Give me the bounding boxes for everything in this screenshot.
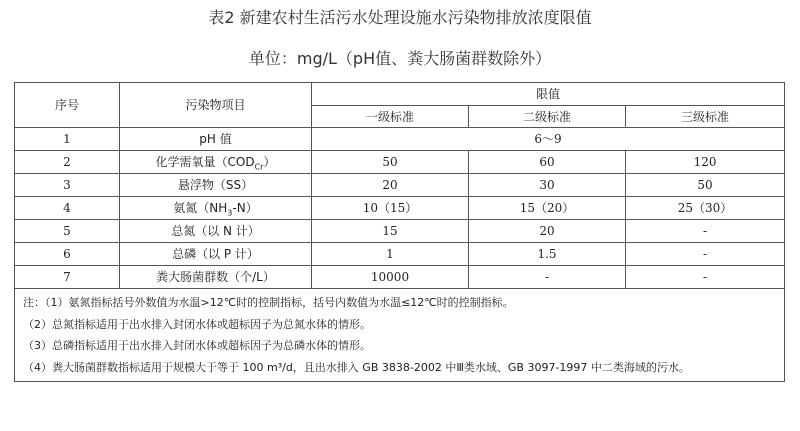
cell-level3: 120 xyxy=(626,151,785,174)
header-level3: 三级标准 xyxy=(626,106,785,128)
cell-item: 总磷（以 P 计） xyxy=(120,243,312,266)
cell-seq: 2 xyxy=(15,151,120,174)
table-row xyxy=(15,266,785,289)
table-row xyxy=(15,151,785,174)
cell-level3: - xyxy=(626,243,785,266)
cell-seq: 1 xyxy=(15,128,120,151)
cell-seq: 4 xyxy=(15,197,120,220)
cell-item-text: 化学需氧量（COD xyxy=(155,155,255,169)
cell-level1: 50 xyxy=(312,151,469,174)
note-line: （2）总氮指标适用于出水排入封闭水体或超标因子为总氮水体的情形。 xyxy=(23,317,371,331)
note-line: （4）粪大肠菌群数指标适用于规模大于等于 100 m³/d，且出水排入 GB 3838-2002 中Ⅲ类水域、GB 3097-1997 中二类海域的污水。 xyxy=(23,360,690,374)
cell-level2: 60 xyxy=(469,151,626,174)
cell-level2: 15（20） xyxy=(469,197,626,220)
cell-item-tail: -N） xyxy=(232,201,258,215)
table-row xyxy=(15,197,785,220)
cell-level2: 20 xyxy=(469,220,626,243)
cell-item-sub: 3 xyxy=(227,208,233,218)
cell-item: 悬浮物（SS） xyxy=(120,174,312,197)
cell-item-sub: Cr xyxy=(254,162,264,172)
cell-level2: 1.5 xyxy=(469,243,626,266)
cell-seq: 7 xyxy=(15,266,120,289)
cell-seq: 6 xyxy=(15,243,120,266)
cell-level1: 1 xyxy=(312,243,469,266)
cell-level3: - xyxy=(626,220,785,243)
cell-level1: 10（15） xyxy=(312,197,469,220)
cell-level2: - xyxy=(469,266,626,289)
cell-level1: 20 xyxy=(312,174,469,197)
table-row xyxy=(15,174,785,197)
cell-item: 粪大肠菌群数（个/L） xyxy=(120,266,312,289)
cell-level3: 50 xyxy=(626,174,785,197)
header-row xyxy=(15,83,785,106)
table-row xyxy=(15,128,785,151)
cell-level2: 30 xyxy=(469,174,626,197)
header-level2: 二级标准 xyxy=(469,106,626,128)
cell-item-tail: ） xyxy=(263,155,276,169)
cell-level3: - xyxy=(626,266,785,289)
header-limit: 限值 xyxy=(312,83,785,106)
cell-item: pH 值 xyxy=(120,128,312,151)
notes-cell xyxy=(15,289,785,382)
cell-level3: 25（30） xyxy=(626,197,785,220)
note-line: 注：（1）氨氮指标括号外数值为水温>12℃时的控制指标，括号内数值为水温≤12℃时的控制指标。 xyxy=(23,296,514,309)
unit-caption: 单位：mg/L（pH值、粪大肠菌群数除外） xyxy=(248,49,552,68)
table-row xyxy=(15,243,785,266)
header-level1: 一级标准 xyxy=(312,106,469,128)
cell-level1: 10000 xyxy=(312,266,469,289)
note-line: （3）总磷指标适用于出水排入封闭水体或超标因子为总磷水体的情形。 xyxy=(23,339,371,352)
limits-table xyxy=(14,82,785,382)
cell-item: 总氮（以 N 计） xyxy=(120,220,312,243)
cell-seq: 5 xyxy=(15,220,120,243)
header-seq: 序号 xyxy=(15,83,120,128)
cell-level1: 15 xyxy=(312,220,469,243)
cell-item-text: 氨氮（NH xyxy=(173,201,228,215)
table-row xyxy=(15,220,785,243)
table-title: 表2 新建农村生活污水处理设施水污染物排放浓度限值 xyxy=(208,8,592,27)
cell-item xyxy=(120,197,312,220)
notes-row xyxy=(15,289,785,382)
header-item: 污染物项目 xyxy=(120,83,312,128)
cell-seq: 3 xyxy=(15,174,120,197)
cell-merged-limit: 6～9 xyxy=(312,128,785,151)
cell-item xyxy=(120,151,312,174)
